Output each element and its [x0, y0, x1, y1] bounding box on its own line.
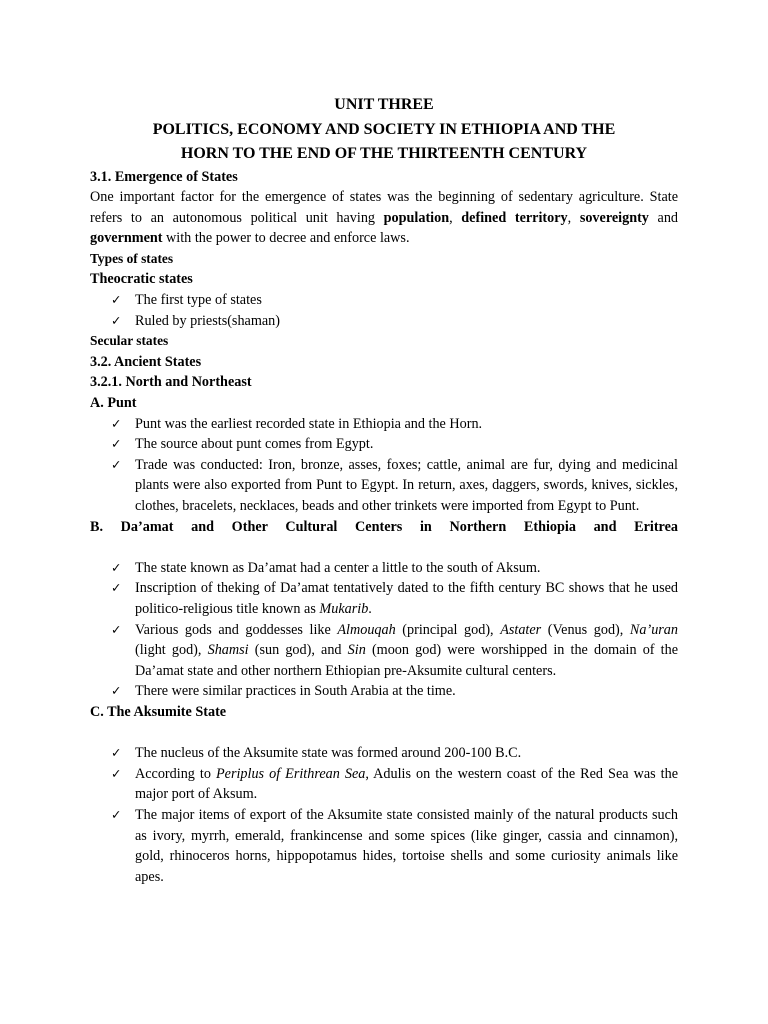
list-item: ✓ According to Periplus of Erithrean Sea, Adulis on the western coast of the Red Sea was the major port of Aksum. — [111, 765, 678, 803]
list-item: ✓ Various gods and goddesses like Almouqah (principal god), Astater (Venus god), Na’uran (light god), Shamsi (sun god), and Sin (moon god) were worshipped in the domain of the Da’amat state and other northern Ethiopian pre-Aksumite cultural centers. — [111, 621, 678, 679]
checkmark-icon: ✓ — [111, 415, 122, 431]
punt-heading: A. Punt — [90, 395, 137, 412]
list-item: ✓ There were similar practices in South Arabia at the time. — [90, 681, 678, 702]
theocratic-list — [90, 290, 678, 331]
list-item: ✓ Punt was the earliest recorded state in Ethiopia and the Horn. — [90, 414, 678, 435]
unit-label: UNIT THREE — [334, 96, 434, 113]
list-item: ✓ The major items of export of the Aksumite state consisted mainly of the natural products such as ivory, myrrh, emerald, frankincense and some spices (like ginger, cassia and cinnamon), gold, rhinoceros horns, hippopotamus hides, tortoise shells and some curiosity animals like apes. — [111, 806, 678, 885]
checkmark-icon: ✓ — [111, 436, 122, 452]
checkmark-icon: ✓ — [111, 621, 122, 637]
checkmark-icon: ✓ — [111, 292, 122, 308]
section-3-1-paragraph: One important factor for the emergence of states was the beginning of sedentary agriculture. State refers to an autonomous political unit having population, defined territory, sovereignty and government with the power to decree and enforce laws. — [90, 189, 679, 247]
aksumite-heading: C. The Aksumite State — [90, 703, 227, 720]
list-item: ✓ The state known as Da’amat had a center a little to the south of Aksum. — [90, 558, 678, 579]
spacer — [90, 723, 678, 744]
list-item: ✓ The nucleus of the Aksumite state was formed around 200-100 B.C. — [90, 743, 678, 764]
daamat-list — [90, 558, 678, 702]
list-item: ✓ Inscription of theking of Da’amat tentatively dated to the fifth century BC shows that he used politico-religious title known as Mukarib. — [111, 580, 678, 617]
section-3-2-1-heading: 3.2.1. North and Northeast — [90, 374, 252, 391]
section-3-1-heading: 3.1. Emergence of States — [90, 168, 238, 185]
checkmark-icon: ✓ — [111, 559, 122, 575]
checkmark-icon: ✓ — [111, 745, 122, 761]
list-item: ✓ The first type of states — [90, 290, 678, 311]
secular-states-heading: Secular states — [90, 333, 169, 349]
document-body — [90, 93, 678, 887]
list-item: ✓ Trade was conducted: Iron, bronze, asses, foxes; cattle, animal are fur, dying and medicinal plants were also exported from Punt to Egypt. In return, axes, daggers, swords, knives, sickles, clothes, bracelets, necklaces, beads and other trinkets were imported from Egypt to Punt. — [111, 456, 678, 514]
aksumite-list — [90, 743, 678, 887]
types-of-states-heading: Types of states — [90, 250, 174, 266]
checkmark-icon: ✓ — [111, 312, 122, 328]
spacer — [90, 537, 678, 558]
theocratic-states-heading: Theocratic states — [90, 271, 193, 288]
punt-list — [90, 414, 678, 517]
section-3-2-heading: 3.2. Ancient States — [90, 353, 202, 370]
checkmark-icon: ✓ — [111, 456, 122, 472]
checkmark-icon: ✓ — [111, 765, 122, 781]
checkmark-icon: ✓ — [111, 683, 122, 699]
list-item: ✓ The source about punt comes from Egypt. — [90, 434, 678, 455]
unit-title-line-1: POLITICS, ECONOMY AND SOCIETY IN ETHIOPIA AND THE — [152, 120, 616, 138]
unit-title-line-2: HORN TO THE END OF THE THIRTEENTH CENTURY — [180, 145, 588, 162]
checkmark-icon: ✓ — [111, 580, 122, 596]
list-item: ✓ Ruled by priests(shaman) — [90, 311, 678, 332]
checkmark-icon: ✓ — [111, 806, 122, 822]
daamat-heading: B. Da’amat and Other Cultural Centers in Northern Ethiopia and Eritrea — [90, 518, 678, 535]
